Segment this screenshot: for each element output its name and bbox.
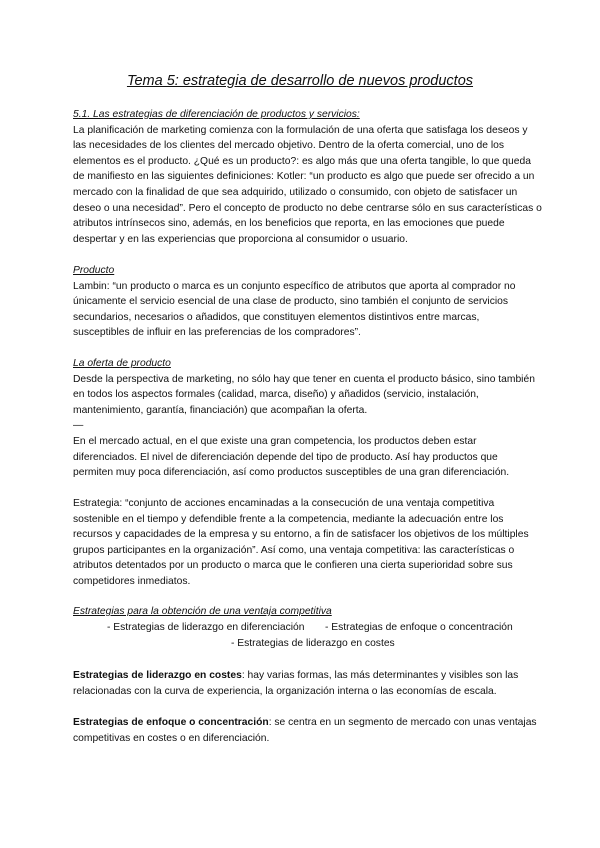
bold-term: Estrategias de liderazgo en costes: [73, 670, 242, 681]
paragraph-line: deseo o una necesidad”. Pero el concepto de producto no debe centrarse sólo en sus características o: [73, 202, 542, 214]
paragraph-line: diferenciados. El nivel de diferenciación depende del tipo de producto. Así hay productos que: [73, 451, 498, 463]
section-heading: 5.1. Las estrategias de diferenciación de productos y servicios:: [73, 109, 360, 120]
paragraph-text: : se centra en un segmento de mercado con unas ventajas: [268, 717, 537, 728]
paragraph-line: susceptibles de influir en las preferencias de los compradores”.: [73, 327, 361, 339]
paragraph-line: grupos participantes en la organización”. Así como, una ventaja competitiva: las características o: [73, 544, 515, 556]
paragraph-line: mantenimiento, garantía, financiación) que acompañan la oferta.: [73, 404, 368, 416]
paragraph-line: mercado con la finalidad de que sea adquirido, utilizado o consumido, con objeto de satisfacer un: [73, 186, 518, 198]
section-oferta: [73, 356, 533, 481]
paragraph-line: Estrategia: “conjunto de acciones encaminadas a la consecución de una ventaja competitiva: [73, 498, 495, 509]
section-producto: [73, 263, 533, 341]
strategy-item: - Estrategias de liderazgo en diferenciación: [107, 622, 305, 633]
section-heading: La oferta de producto: [73, 358, 171, 369]
strategy-item: - Estrategias de enfoque o concentración: [325, 622, 513, 633]
paragraph-line: atributos detentados por un producto o marca que le confieren una cierta superioridad sobre sus: [73, 560, 513, 572]
paragraph-line: sostenible en el tiempo y defendible frente a la competencia, mediante la adecuación entre los: [73, 513, 504, 525]
paragraph-text: : hay varias formas, las más determinantes y visibles son las: [241, 670, 519, 681]
paragraph-line: despertar y en las experiencias que proporciona al consumidor o usuario.: [73, 233, 408, 245]
paragraph-line: elementos es el producto. ¿Qué es un producto?: es algo más que una oferta tangible, lo que queda: [73, 155, 531, 167]
paragraph-line: Desde la perspectiva de marketing, no sólo hay que tener en cuenta el producto básico, sino también: [73, 373, 535, 385]
section-estrategia: [73, 496, 533, 590]
section-ventaja: [73, 604, 533, 620]
paragraph-line: Lambin: “un producto o marca es un conjunto específico de atributos que aporta al comprador no: [73, 280, 516, 292]
page-title: Tema 5: estrategia de desarrollo de nuevos productos: [126, 73, 474, 89]
paragraph-line: recursos y capacidades de la empresa y su entorno, a fin de satisfacer los objetivos de los múltiples: [73, 529, 529, 541]
section-heading: Producto: [73, 265, 115, 276]
paragraph-line: La planificación de marketing comienza con la formulación de una oferta que satisfaga los deseos y: [73, 124, 528, 136]
paragraph-line: relacionadas con la curva de experiencia, la organización interna o las economías de escala.: [73, 685, 497, 697]
section-enfoque: [73, 715, 537, 746]
section-heading: Estrategias para la obtención de una ventaja competitiva: [73, 606, 332, 617]
paragraph-line: en todos los aspectos formales (calidad, marca, diseño) y añadidos (servicio, instalación,: [73, 389, 479, 401]
strategy-item: - Estrategias de liderazgo en costes: [231, 638, 395, 649]
bold-term: Estrategias de enfoque o concentración: [73, 717, 269, 728]
paragraph-line: únicamente el servicio esencial de una clase de producto, sino también el conjunto de servicios: [73, 296, 509, 308]
paragraph-line: competidores inmediatos.: [73, 575, 191, 587]
paragraph-line: competitivas en costes o en diferenciación.: [73, 732, 270, 744]
paragraph-line: las necesidades de los clientes del mercado objetivo. Dentro de la oferta comercial, uno de los: [73, 140, 504, 152]
separator-dash: —: [73, 420, 84, 432]
paragraph-line: En el mercado actual, en el que existe una gran competencia, los productos deben estar: [73, 435, 477, 447]
paragraph-line: secundarios, necesarios o añadidos, que constituyen elementos distintivos entre marcas,: [73, 311, 480, 323]
paragraph-line: atributos intrínsecos sino, además, en los beneficios que reporta, en las emociones que puede: [73, 218, 505, 230]
section-liderazgo-costes: [73, 668, 533, 699]
paragraph-line: de manifiesto en las siguientes definiciones: Kotler: “un producto es algo que puede ser ofrecido a un: [73, 171, 535, 183]
paragraph-line: permiten muy poca diferenciación, así como productos susceptibles de una gran diferenciación.: [73, 467, 510, 479]
section-differentiation: [73, 107, 542, 247]
